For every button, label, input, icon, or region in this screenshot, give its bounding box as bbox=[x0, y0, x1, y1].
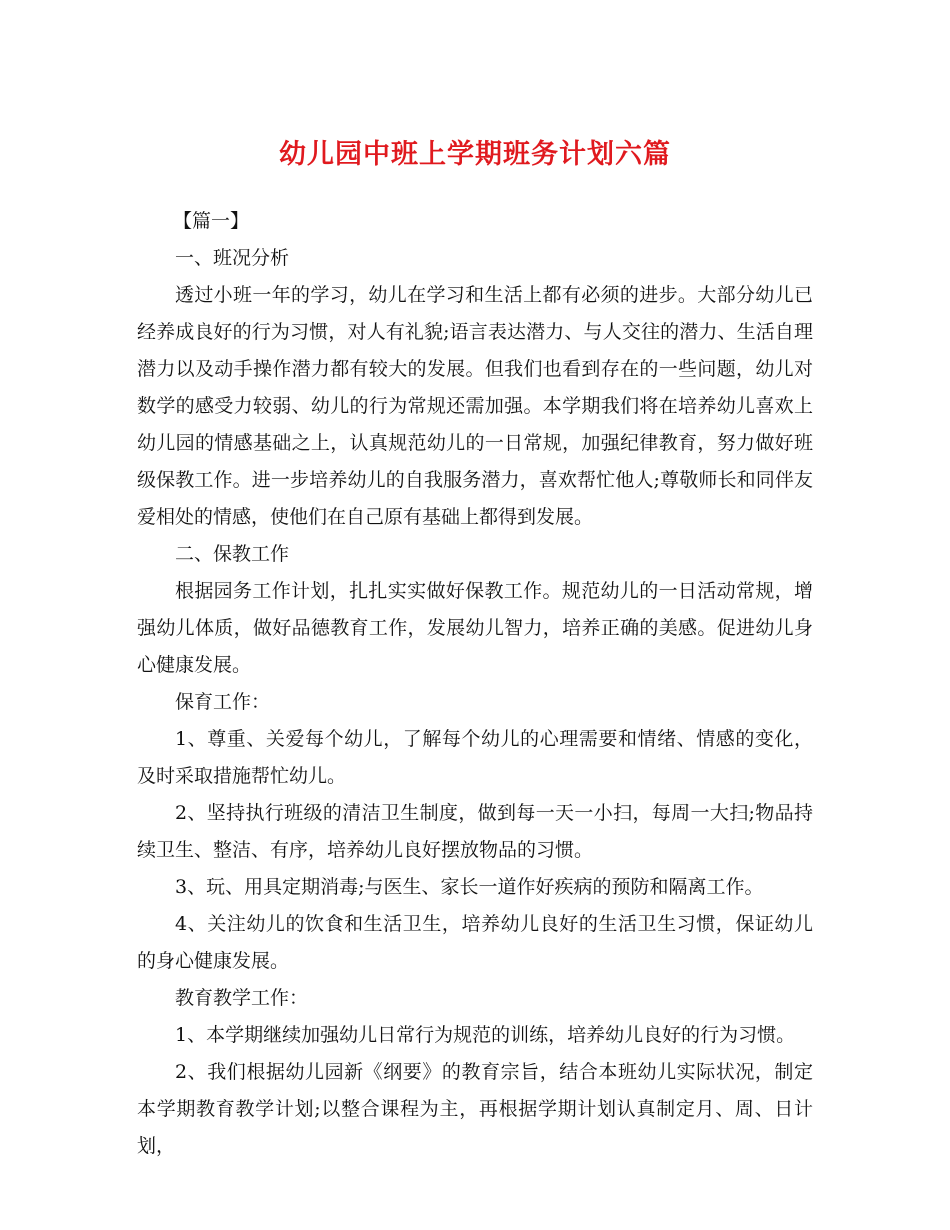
childcare-item-3: 3、玩、用具定期消毒;与医生、家长一道作好疾病的预防和隔离工作。 bbox=[175, 876, 764, 898]
document-body bbox=[137, 203, 813, 1165]
heading-childcare-work: 保育工作： bbox=[175, 691, 271, 713]
heading-care-education: 二、保教工作 bbox=[175, 543, 290, 565]
paragraph-class-analysis: 透过小班一年的学习，幼儿在学习和生活上都有必须的进步。大部分幼儿已经养成良好的行为习惯，对人有礼貌;语言表达潜力、与人交往的潜力、生活自理潜力以及动手操作潜力都有较大的发展。但我们也看到存在的一些问题，幼儿对数学的感受力较弱、幼儿的行为常规还需加强。本学期我们将在培养幼儿喜欢上幼儿园的情感基础之上，认真规范幼儿的一日常规，加强纪律教育，努力做好班级保教工作。进一步培养幼儿的自我服务潜力，喜欢帮忙他人;尊敬师长和同伴友爱相处的情感，使他们在自己原有基础上都得到发展。 bbox=[137, 284, 813, 528]
heading-teaching-work: 教育教学工作： bbox=[175, 987, 309, 1009]
section-heading-part-one: 【篇一】 bbox=[173, 210, 250, 232]
teaching-item-2: 2、我们根据幼儿园新《纲要》的教育宗旨，结合本班幼儿实际状况，制定本学期教育教学计划;以整合课程为主，再根据学期计划认真制定月、周、日计划， bbox=[137, 1061, 813, 1157]
childcare-item-4: 4、关注幼儿的饮食和生活卫生，培养幼儿良好的生活卫生习惯，保证幼儿的身心健康发展。 bbox=[137, 913, 813, 972]
childcare-item-1: 1、尊重、关爱每个幼儿，了解每个幼儿的心理需要和情绪、情感的变化，及时采取措施帮忙幼儿。 bbox=[137, 728, 813, 787]
heading-class-analysis: 一、班况分析 bbox=[175, 247, 290, 269]
childcare-item-2: 2、坚持执行班级的清洁卫生制度，做到每一天一小扫，每周一大扫;物品持续卫生、整洁、有序，培养幼儿良好摆放物品的习惯。 bbox=[137, 802, 813, 861]
teaching-item-1: 1、本学期继续加强幼儿日常行为规范的训练，培养幼儿良好的行为习惯。 bbox=[175, 1024, 796, 1046]
paragraph-care-education: 根据园务工作计划，扎扎实实做好保教工作。规范幼儿的一日活动常规，增强幼儿体质，做好品德教育工作，发展幼儿智力，培养正确的美感。促进幼儿身心健康发展。 bbox=[137, 580, 813, 676]
document-title: 幼儿园中班上学期班务计划六篇 bbox=[279, 139, 671, 170]
